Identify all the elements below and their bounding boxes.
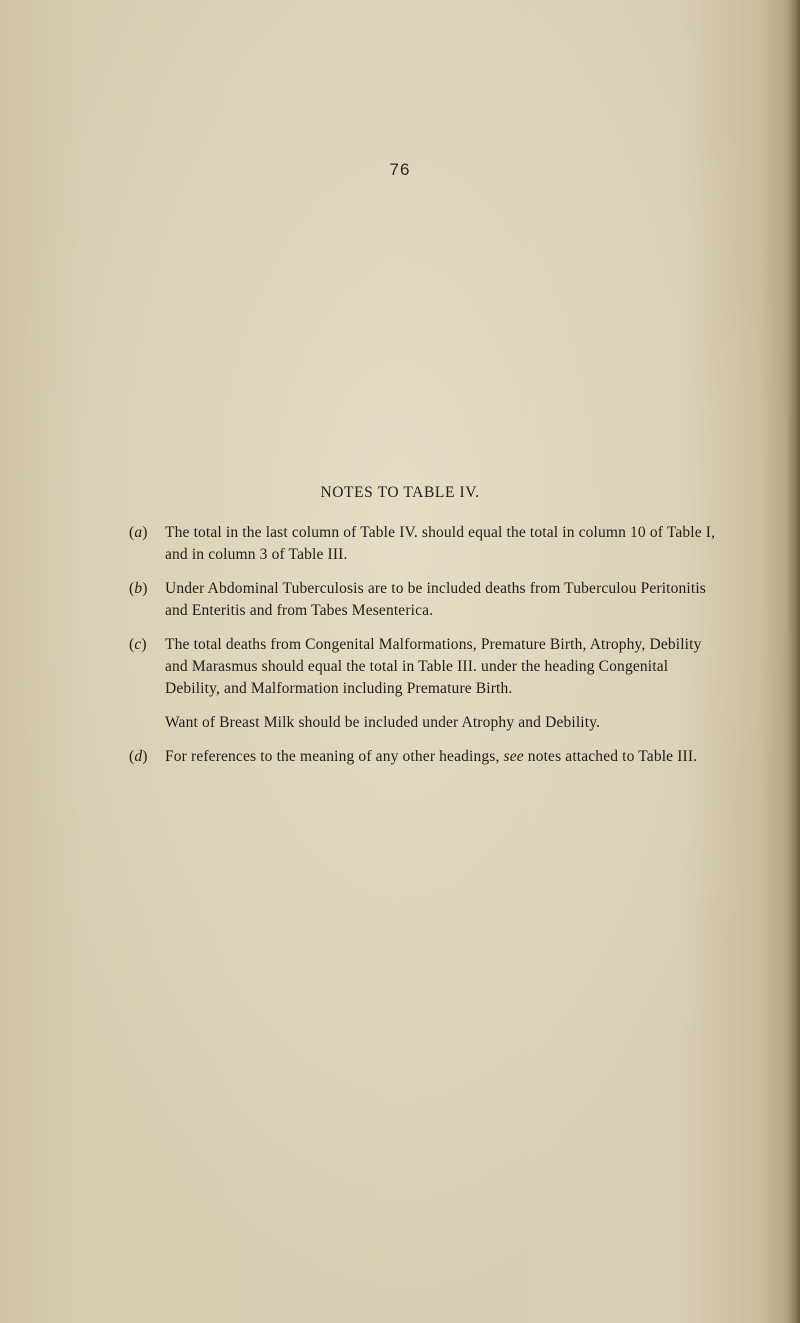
note-text: The total in the last column of Table IV. should equal the total in column 10 of Table I, and in column 3 of Table III. <box>165 524 716 563</box>
note-marker: (b) <box>129 580 148 597</box>
see-word: see <box>503 748 524 765</box>
note-d <box>129 746 719 768</box>
note-marker: (d) <box>129 748 148 765</box>
note-text: For references to the meaning of any other headings, see notes attached to Table III. <box>165 748 698 765</box>
page-edge-shadow <box>786 0 800 1323</box>
page-number: 76 <box>389 160 411 179</box>
note-text: Under Abdominal Tuberculosis are to be included deaths from Tuberculou Peritonitis and Enteritis and from Tabes Mesenterica. <box>165 580 706 619</box>
note-c <box>129 634 719 700</box>
note-a <box>129 522 719 566</box>
note-text: The total deaths from Congenital Malformations, Premature Birth, Atrophy, Debility and Marasmus should equal the total in Table III. under the heading Congenital Debility, and Malformation including Premature Birth. <box>165 636 702 697</box>
notes-list <box>129 522 719 780</box>
note-c-continuation: Want of Breast Milk should be included under Atrophy and Debility. <box>165 714 601 731</box>
note-marker: (a) <box>129 524 148 541</box>
notes-heading: NOTES TO TABLE IV. <box>320 484 480 501</box>
note-b <box>129 578 719 622</box>
note-marker: (c) <box>129 636 147 653</box>
